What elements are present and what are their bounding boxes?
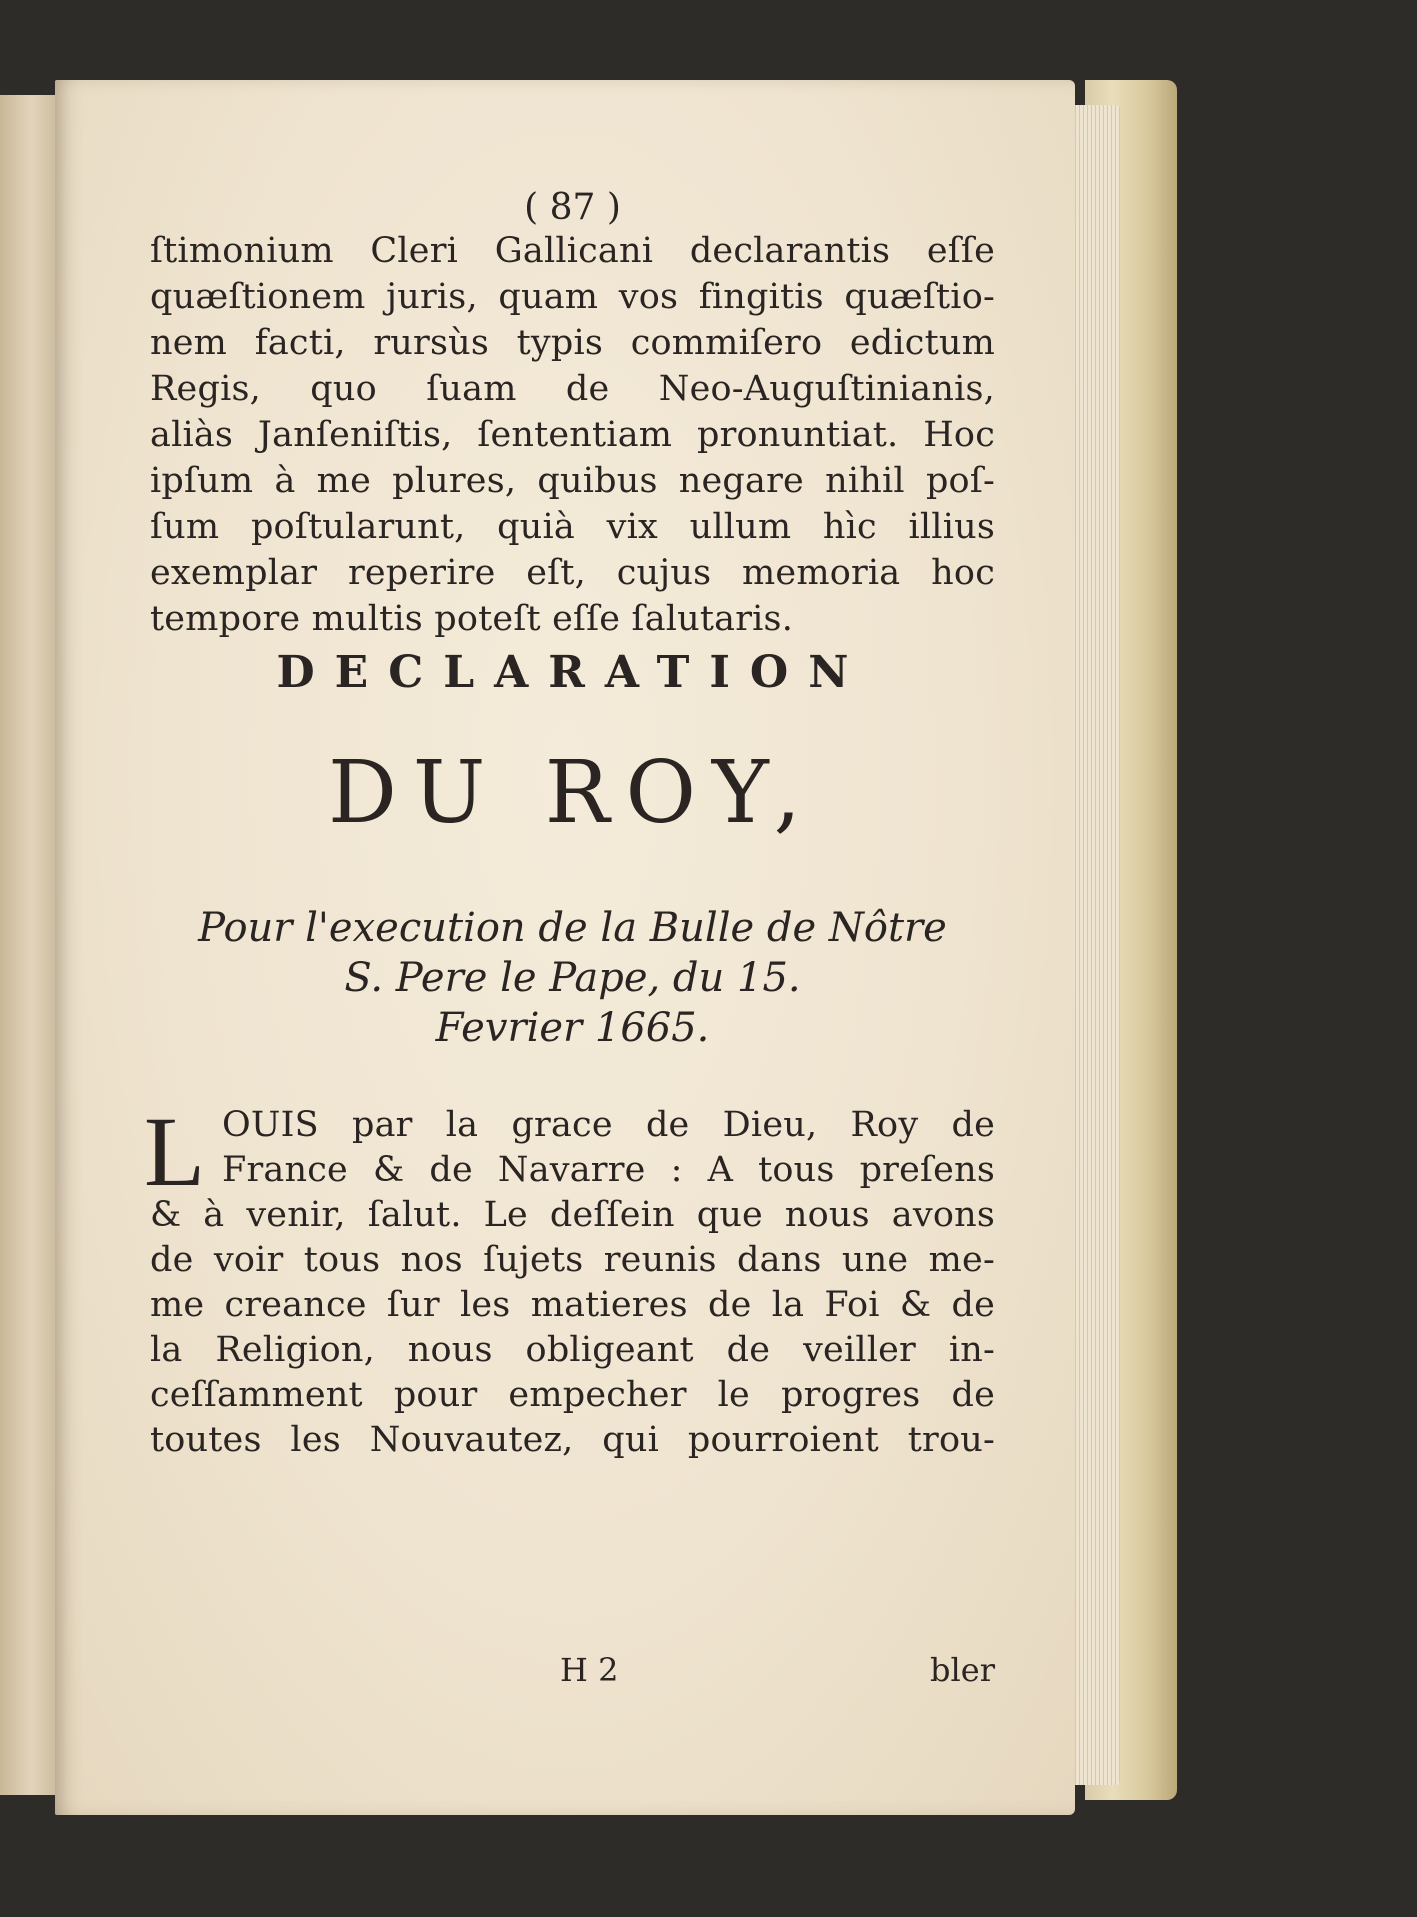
- french-paragraph: [144, 1096, 995, 1463]
- drop-cap: L: [144, 1096, 206, 1207]
- text-line: quæſtionem juris, quam vos fingitis quæſtio-: [150, 277, 995, 317]
- page-87: [55, 80, 1075, 1815]
- subtitle-line: Pour l'execution de la Bulle de Nôtre: [198, 905, 947, 951]
- text-line: OUIS par la grace de Dieu, Roy de: [222, 1105, 995, 1145]
- text-line: toutes les Nouvautez, qui pourroient trou-: [150, 1420, 995, 1460]
- heading-du-roy: DU ROY,: [327, 743, 818, 843]
- latin-paragraph: [150, 228, 995, 642]
- text-line: la Religion, nous obligeant de veiller in-: [150, 1330, 995, 1370]
- text-line: & à venir, ſalut. Le deſſein que nous avons: [150, 1195, 995, 1235]
- subtitle-line: S. Pere le Pape, du 15.: [344, 955, 801, 1001]
- page-footer: [150, 1648, 995, 1692]
- text-line: tempore multis poteſt eſſe ſalutaris.: [150, 599, 794, 639]
- text-line: aliàs Janſeniſtis, ſententiam pronuntiat. Hoc: [150, 415, 995, 455]
- text-line: ſtimonium Cleri Gallicani declarantis eſſe: [150, 231, 995, 271]
- text-line: me creance ſur les matieres de la Foi & de: [150, 1285, 995, 1325]
- subtitle: [150, 903, 995, 1053]
- text-line: exemplar reperire eſt, cujus memoria hoc: [150, 553, 995, 593]
- signature-mark: H 2: [560, 1651, 619, 1689]
- text-line: ſum poſtularunt, quià vix ullum hìc illius: [150, 507, 995, 547]
- catchword: bler: [930, 1651, 995, 1689]
- text-line: ipſum à me plures, quibus negare nihil poſ-: [150, 461, 995, 501]
- page-number: ( 87 ): [524, 187, 621, 228]
- text-line: de voir tous nos ſujets reunis dans une me-: [150, 1240, 995, 1280]
- subtitle-line: Fevrier 1665.: [435, 1005, 710, 1051]
- heading-declaration: DECLARATION: [276, 647, 869, 698]
- text-line: ceſſamment pour empecher le progres de: [150, 1375, 995, 1415]
- text-line: France & de Navarre : A tous preſens: [222, 1150, 995, 1190]
- text-line: Regis, quo ſuam de Neo-Auguſtinianis,: [150, 369, 995, 409]
- text-line: nem facti, rursùs typis commiſero edictum: [150, 323, 995, 363]
